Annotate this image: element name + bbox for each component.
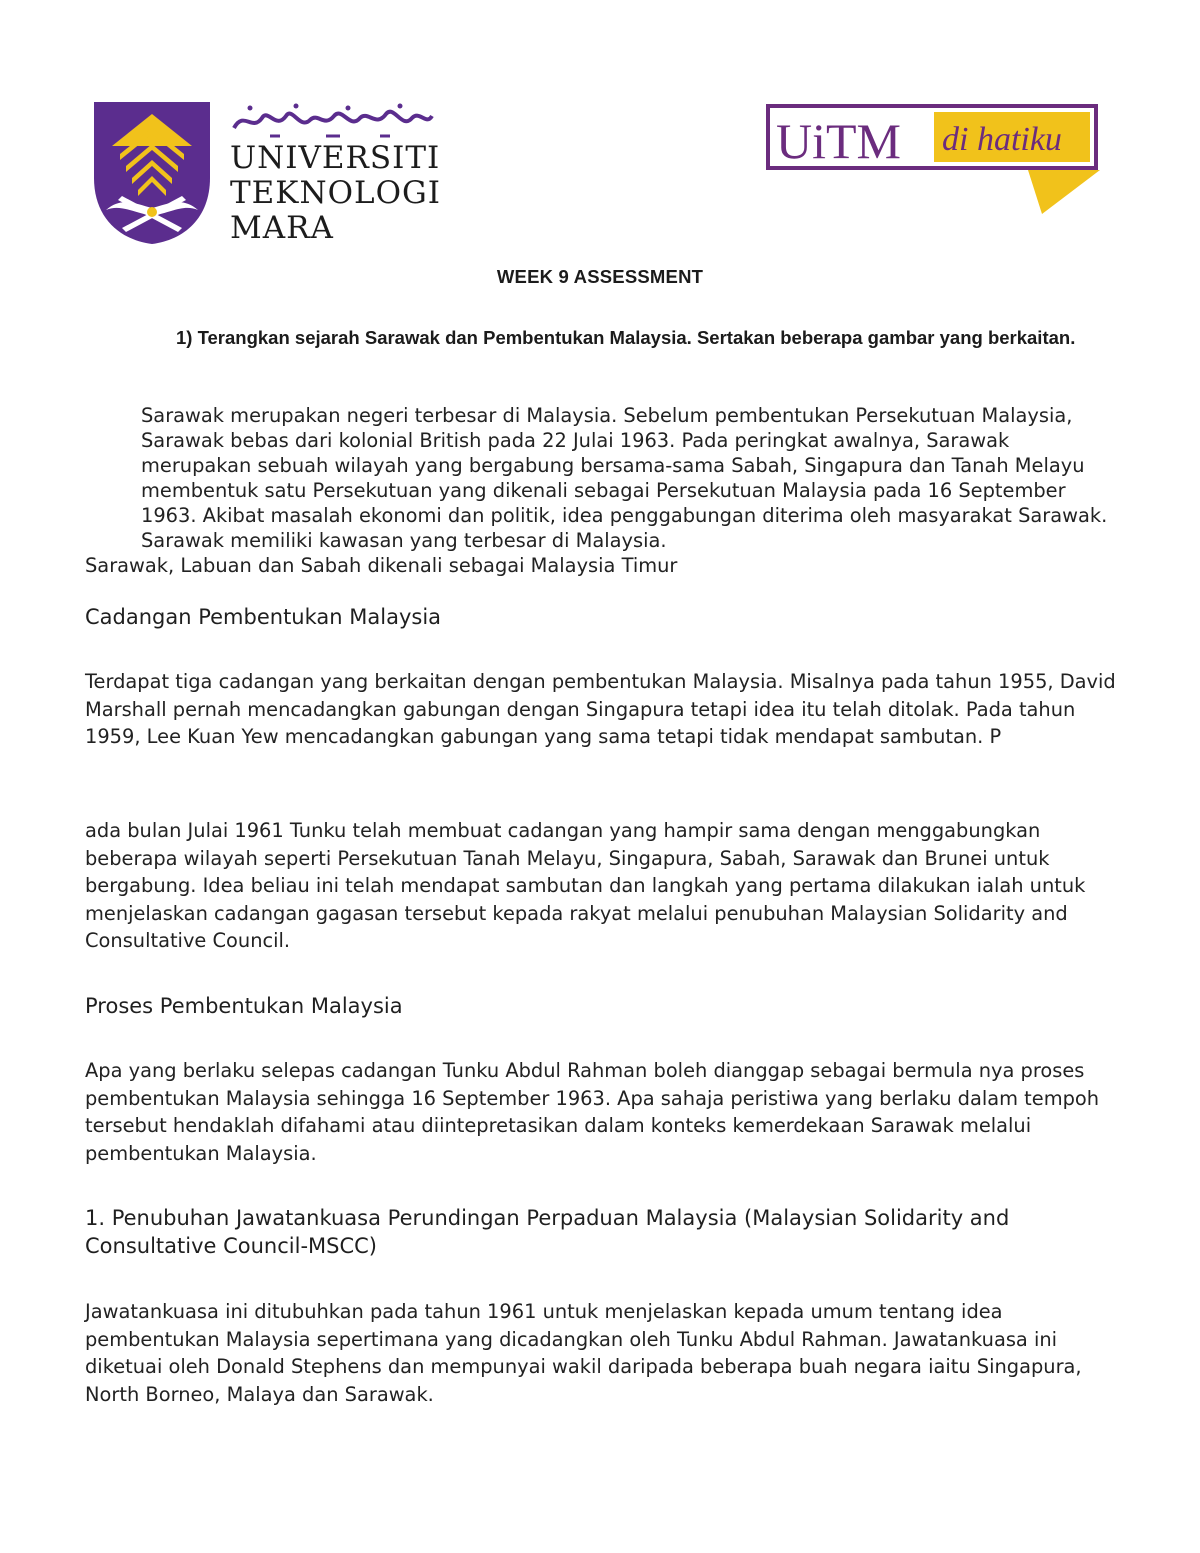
hatiku-brand-text: UiTM [776, 113, 901, 169]
hatiku-tagline-text: di hatiku [942, 121, 1062, 158]
intro-line-timur: Sarawak, Labuan dan Sabah dikenali sebagai Malaysia Timur [85, 554, 678, 577]
intro-paragraph [85, 403, 1125, 578]
intro-text: Sarawak merupakan negeri terbesar di Malaysia. Sebelum pembentukan Persekutuan Malaysia, Sarawak bebas dari kolonial British pada 22 Julai 1963. Pada peringkat awalnya, Sarawak merupakan sebuah wilayah yang bergabung bersama-sama Sabah, Singapura dan Tanah Melayu membentuk satu Persekutuan yang dikenali sebagai Persekutuan Malaysia pada 16 September 1963. Akibat masalah ekonomi dan politik, idea penggabungan diterima oleh masyarakat Sarawak. Sarawak memiliki kawasan yang terbesar di Malaysia. [141, 404, 1108, 552]
uitm-crest-icon [92, 100, 212, 245]
document-title: WEEK 9 ASSESSMENT [496, 266, 704, 287]
section-heading-proses: Proses Pembentukan Malaysia [85, 994, 403, 1018]
logo-word-universiti: UNIVERSITI [230, 140, 441, 176]
logo-word-teknologi: TEKNOLOGI [230, 175, 442, 211]
uitm-di-hatiku-logo [766, 104, 1106, 216]
assessment-question: 1) Terangkan sejarah Sarawak dan Pembentukan Malaysia. Sertakan beberapa gambar yang berkaitan. [176, 327, 1076, 348]
jawi-script-icon [230, 100, 435, 140]
section-heading-cadangan: Cadangan Pembentukan Malaysia [85, 605, 442, 629]
cadangan-paragraph-1: Terdapat tiga cadangan yang berkaitan dengan pembentukan Malaysia. Misalnya pada tahun 1955, David Marshall pernah mencadangkan gabungan dengan Singapura tetapi idea itu telah ditolak. Pada tahun 1959, Lee Kuan Yew mencadangkan gabungan yang sama tetapi tidak mendapat sambutan. P [85, 670, 1116, 748]
mscc-paragraph: Jawatankuasa ini ditubuhkan pada tahun 1961 untuk menjelaskan kepada umum tentang idea pembentukan Malaysia sepertimana yang dicadangkan oleh Tunku Abdul Rahman. Jawatankuasa ini diketuai oleh Donald Stephens dan mempunyai wakil daripada beberapa buah negara iaitu Singapura, North Borneo, Malaya dan Sarawak. [85, 1300, 1082, 1406]
section-heading-mscc: 1. Penubuhan Jawatankuasa Perundingan Perpaduan Malaysia (Malaysian Solidarity and Consultative Council-MSCC) [85, 1206, 1010, 1258]
logo-word-mara: MARA [230, 210, 334, 246]
proses-paragraph: Apa yang berlaku selepas cadangan Tunku Abdul Rahman boleh dianggap sebagai bermula nya proses pembentukan Malaysia sehingga 16 September 1963. Apa sahaja peristiwa yang berlaku dalam tempoh tersebut hendaklah difahami atau diintepretasikan dalam konteks kemerdekaan Sarawak melalui pembentukan Malaysia. [85, 1059, 1100, 1165]
cadangan-paragraph-2: ada bulan Julai 1961 Tunku telah membuat cadangan yang hampir sama dengan menggabungkan beberapa wilayah seperti Persekutuan Tanah Melayu, Singapura, Sabah, Sarawak dan Brunei untuk bergabung. Idea beliau ini telah mendapat sambutan dan langkah yang pertama dilakukan ialah untuk menjelaskan cadangan gagasan tersebut kepada rakyat melalui penubuhan Malaysian Solidarity and Consultative Council. [85, 819, 1086, 952]
uitm-logo [92, 100, 442, 250]
